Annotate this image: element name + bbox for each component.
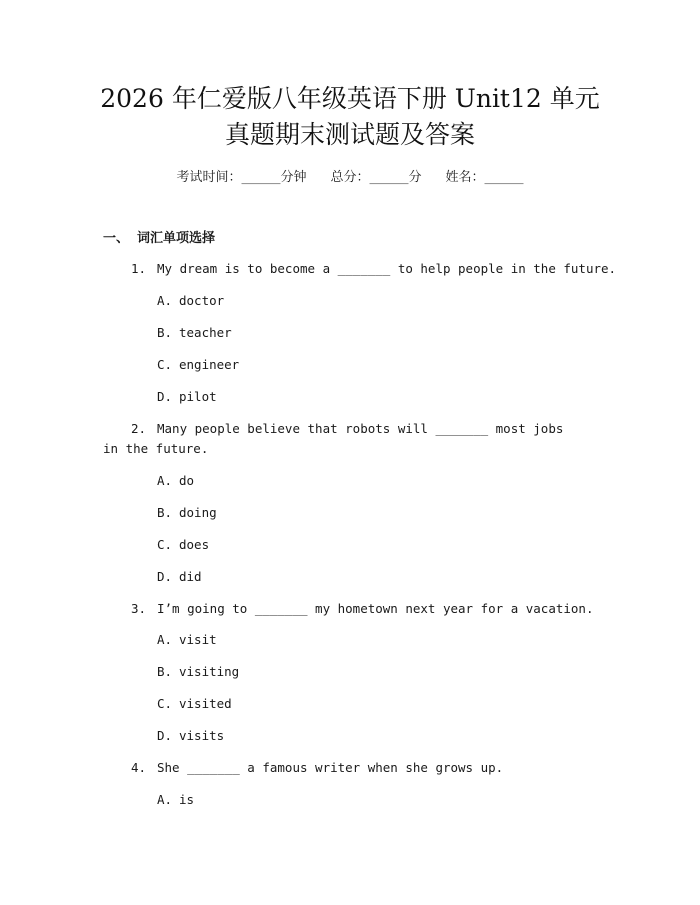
total-score-field: 总分：______分 xyxy=(330,170,422,185)
option-text: does xyxy=(179,537,210,552)
option-1a xyxy=(157,291,224,311)
option-2a xyxy=(157,471,194,491)
student-name-field: 姓名：______ xyxy=(445,170,524,185)
option-1c xyxy=(157,355,239,375)
option-letter: A. xyxy=(157,293,173,308)
question-number: 4. xyxy=(131,760,147,775)
section-heading xyxy=(103,229,215,249)
option-text: visiting xyxy=(179,664,240,679)
question-text: My dream is to become a _______ to help people in the future. xyxy=(157,261,617,276)
option-text: visit xyxy=(179,632,217,647)
option-letter: D. xyxy=(157,569,173,584)
exam-time-field: 考试时间：______分钟 xyxy=(176,170,307,185)
option-1d xyxy=(157,387,217,407)
question-3 xyxy=(131,599,594,619)
option-2b xyxy=(157,503,217,523)
question-number: 2. xyxy=(131,421,147,436)
question-text: I’m going to _______ my hometown next year for a vacation. xyxy=(157,601,594,616)
option-text: pilot xyxy=(179,389,217,404)
option-4a xyxy=(157,790,194,810)
question-text: She _______ a famous writer when she grows up. xyxy=(157,760,504,775)
option-text: doctor xyxy=(179,293,225,308)
option-letter: C. xyxy=(157,537,173,552)
option-3d xyxy=(157,726,224,746)
option-2d xyxy=(157,567,202,587)
option-text: visited xyxy=(179,696,232,711)
option-text: visits xyxy=(179,728,225,743)
question-1 xyxy=(131,259,616,279)
option-3b xyxy=(157,662,239,682)
option-letter: B. xyxy=(157,505,173,520)
option-letter: D. xyxy=(157,728,173,743)
option-3c xyxy=(157,694,232,714)
question-number: 3. xyxy=(131,601,147,616)
document-title-line-2: 真题期末测试题及答案 xyxy=(224,120,475,149)
option-2c xyxy=(157,535,209,555)
question-2 xyxy=(103,419,583,459)
option-text: engineer xyxy=(179,357,240,372)
question-number: 1. xyxy=(131,261,147,276)
question-text: Many people believe that robots will _______ most jobs in the future. xyxy=(103,421,564,456)
option-text: is xyxy=(179,792,195,807)
option-letter: B. xyxy=(157,664,173,679)
option-3a xyxy=(157,630,217,650)
option-letter: A. xyxy=(157,632,173,647)
option-letter: C. xyxy=(157,357,173,372)
document-title-line-1: 2026 年仁爱版八年级英语下册 Unit12 单元 xyxy=(100,84,600,113)
option-text: do xyxy=(179,473,195,488)
option-text: did xyxy=(179,569,202,584)
option-letter: B. xyxy=(157,325,173,340)
option-letter: C. xyxy=(157,696,173,711)
option-letter: A. xyxy=(157,473,173,488)
option-letter: D. xyxy=(157,389,173,404)
question-4 xyxy=(131,758,503,778)
exam-info-line xyxy=(0,168,700,188)
option-text: doing xyxy=(179,505,217,520)
section-title: 词汇单项选择 xyxy=(137,231,216,246)
option-text: teacher xyxy=(179,325,232,340)
option-letter: A. xyxy=(157,792,173,807)
option-1b xyxy=(157,323,232,343)
section-number: 一、 xyxy=(103,231,130,246)
